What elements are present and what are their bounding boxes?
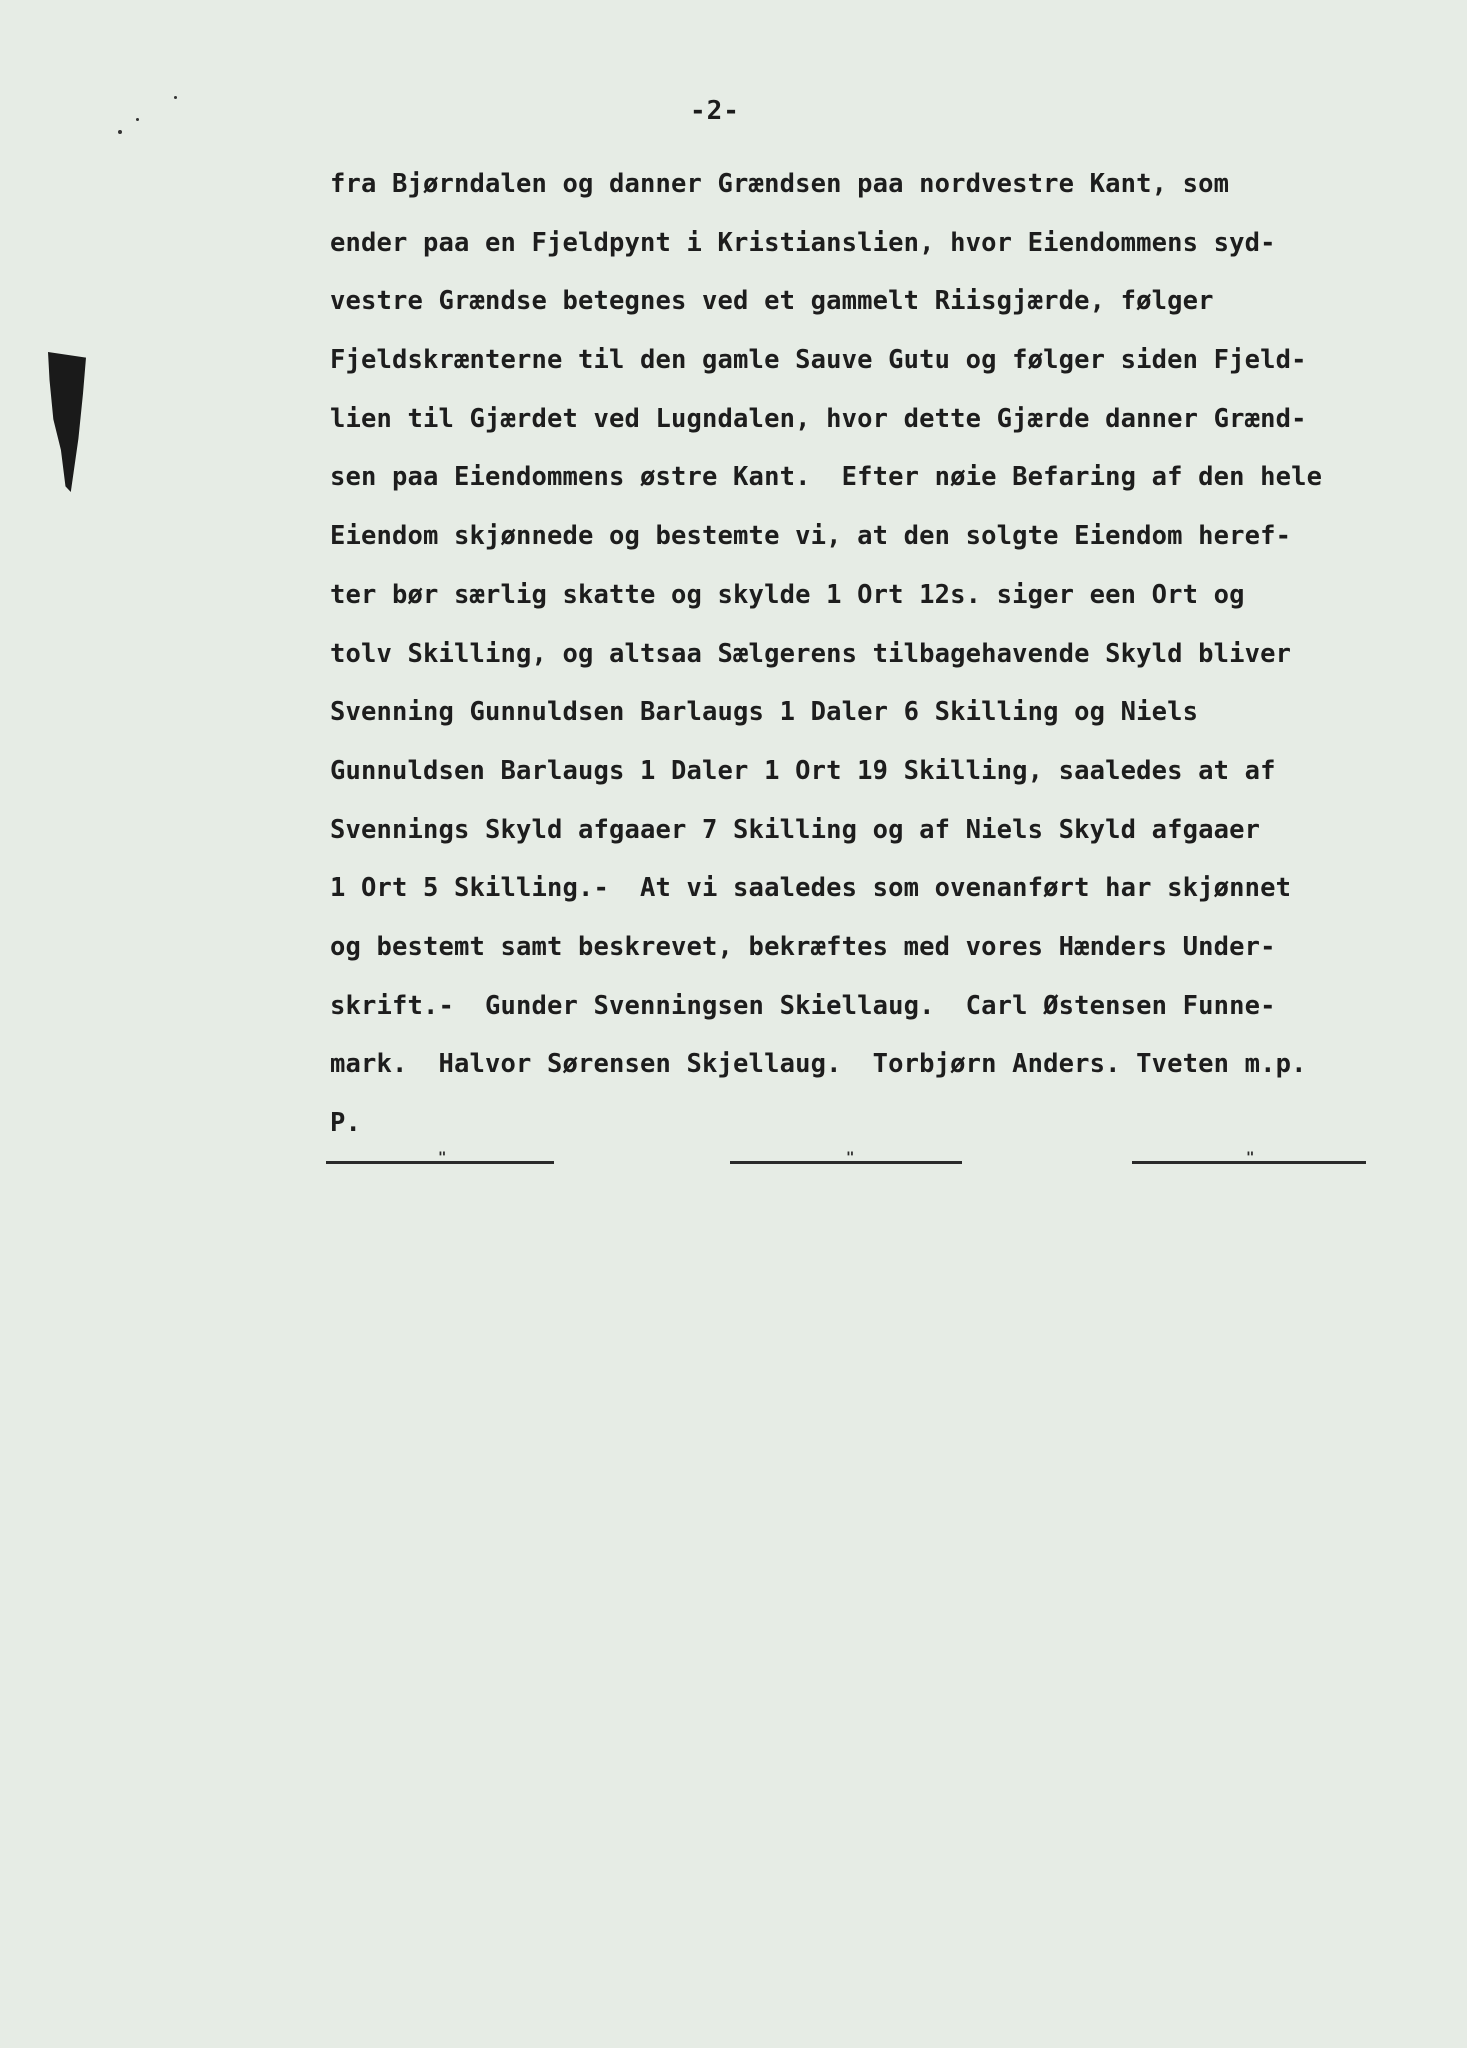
speck-mark	[174, 96, 177, 99]
document-body	[330, 155, 1460, 1153]
text-line: skrift.- Gunder Svenningsen Skiellaug. Carl Østensen Funne-	[330, 990, 1276, 1021]
text-line: P.	[330, 1108, 362, 1138]
text-line: Gunnuldsen Barlaugs 1 Daler 1 Ort 19 Skilling, saaledes at af	[330, 755, 1276, 786]
ditto-mark: "	[438, 1150, 447, 1166]
text-line: ter bør særlig skatte og skylde 1 Ort 12s. siger een Ort og	[330, 579, 1245, 610]
separator-rule-left	[326, 1150, 554, 1166]
separator-rule-right	[1132, 1150, 1366, 1166]
speck-mark	[118, 130, 122, 134]
text-line: vestre Grændse betegnes ved et gammelt Riisgjærde, følger	[330, 286, 1214, 317]
text-line: og bestemt samt beskrevet, bekræftes med vores Hænders Under-	[330, 931, 1276, 962]
text-line: 1 Ort 5 Skilling.- At vi saaledes som ovenanført har skjønnet	[330, 873, 1292, 904]
page-number: -2-	[690, 96, 740, 126]
text-line: sen paa Eiendommens østre Kant. Efter nøie Befaring af den hele	[330, 462, 1323, 493]
text-line: tolv Skilling, og altsaa Sælgerens tilbagehavende Skyld bliver	[330, 638, 1292, 669]
text-line: mark. Halvor Sørensen Skjellaug. Torbjørn Anders. Tveten m.p.	[330, 1049, 1307, 1080]
text-line: lien til Gjærdet ved Lugndalen, hvor dette Gjærde danner Grænd-	[330, 403, 1307, 434]
ditto-mark: "	[1246, 1150, 1255, 1166]
text-line: Svenning Gunnuldsen Barlaugs 1 Daler 6 Skilling og Niels	[330, 697, 1199, 728]
text-line: Svennings Skyld afgaaer 7 Skilling og af Niels Skyld afgaaer	[330, 814, 1261, 845]
speck-mark	[136, 118, 139, 121]
text-line: ender paa en Fjeldpynt i Kristianslien, hvor Eiendommens syd-	[330, 227, 1276, 258]
ditto-mark: "	[846, 1150, 855, 1166]
separator-rule-center	[730, 1150, 962, 1166]
text-line: Eiendom skjønnede og bestemte vi, at den solgte Eiendom heref-	[330, 521, 1292, 552]
text-line: Fjeldskrænterne til den gamle Sauve Gutu og følger siden Fjeld-	[330, 345, 1307, 376]
text-line: fra Bjørndalen og danner Grændsen paa nordvestre Kant, som	[330, 169, 1230, 199]
